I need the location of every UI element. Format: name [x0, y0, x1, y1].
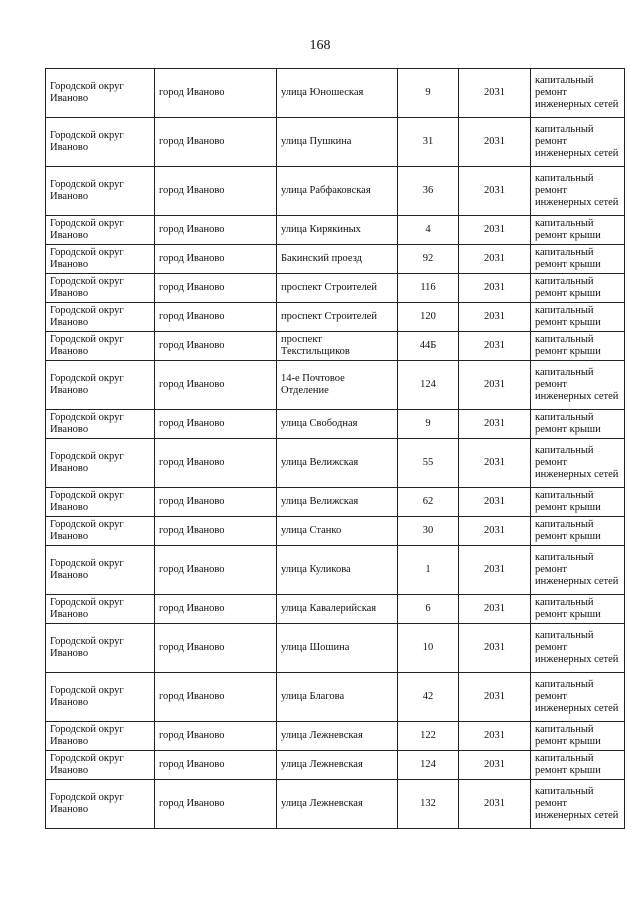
house-number-cell: 120	[398, 303, 459, 332]
year-cell: 2031	[459, 751, 531, 780]
registry-table-body	[46, 69, 625, 829]
municipality-cell: Городской округ Иваново	[46, 722, 155, 751]
house-number-cell: 9	[398, 410, 459, 439]
work-type-cell: капитальный ремонт крыши	[531, 517, 625, 546]
work-type-cell: капитальный ремонт инженерных сетей	[531, 167, 625, 216]
house-number-cell: 62	[398, 488, 459, 517]
work-type-cell: капитальный ремонт крыши	[531, 410, 625, 439]
year-cell: 2031	[459, 410, 531, 439]
year-cell: 2031	[459, 361, 531, 410]
street-cell: улица Рабфаковская	[277, 167, 398, 216]
table-row	[46, 303, 625, 332]
municipality-cell: Городской округ Иваново	[46, 167, 155, 216]
table-row	[46, 439, 625, 488]
municipality-cell: Городской округ Иваново	[46, 439, 155, 488]
house-number-cell: 92	[398, 245, 459, 274]
year-cell: 2031	[459, 167, 531, 216]
street-cell: улица Благова	[277, 673, 398, 722]
municipality-cell: Городской округ Иваново	[46, 546, 155, 595]
work-type-cell: капитальный ремонт инженерных сетей	[531, 361, 625, 410]
street-cell: улица Кавалерийская	[277, 595, 398, 624]
table-row	[46, 332, 625, 361]
street-cell: улица Юношеская	[277, 69, 398, 118]
municipality-cell: Городской округ Иваново	[46, 332, 155, 361]
city-cell: город Иваново	[155, 410, 277, 439]
municipality-cell: Городской округ Иваново	[46, 118, 155, 167]
city-cell: город Иваново	[155, 439, 277, 488]
city-cell: город Иваново	[155, 517, 277, 546]
city-cell: город Иваново	[155, 69, 277, 118]
table-row	[46, 274, 625, 303]
table-row	[46, 167, 625, 216]
work-type-cell: капитальный ремонт инженерных сетей	[531, 69, 625, 118]
table-row	[46, 488, 625, 517]
street-cell: проспект Строителей	[277, 303, 398, 332]
year-cell: 2031	[459, 245, 531, 274]
street-cell: улица Лежневская	[277, 722, 398, 751]
work-type-cell: капитальный ремонт крыши	[531, 245, 625, 274]
house-number-cell: 30	[398, 517, 459, 546]
municipality-cell: Городской округ Иваново	[46, 69, 155, 118]
house-number-cell: 124	[398, 361, 459, 410]
street-cell: проспект Строителей	[277, 274, 398, 303]
table-row	[46, 410, 625, 439]
year-cell: 2031	[459, 216, 531, 245]
year-cell: 2031	[459, 517, 531, 546]
table-row	[46, 722, 625, 751]
work-type-cell: капитальный ремонт инженерных сетей	[531, 546, 625, 595]
year-cell: 2031	[459, 274, 531, 303]
street-cell: Бакинский проезд	[277, 245, 398, 274]
year-cell: 2031	[459, 488, 531, 517]
table-row	[46, 624, 625, 673]
table-row	[46, 517, 625, 546]
work-type-cell: капитальный ремонт крыши	[531, 488, 625, 517]
work-type-cell: капитальный ремонт инженерных сетей	[531, 118, 625, 167]
table-row	[46, 361, 625, 410]
work-type-cell: капитальный ремонт инженерных сетей	[531, 439, 625, 488]
work-type-cell: капитальный ремонт инженерных сетей	[531, 780, 625, 829]
street-cell: улица Пушкина	[277, 118, 398, 167]
house-number-cell: 9	[398, 69, 459, 118]
street-cell: улица Лежневская	[277, 751, 398, 780]
year-cell: 2031	[459, 546, 531, 595]
street-cell: улица Кирякиных	[277, 216, 398, 245]
street-cell: улица Куликова	[277, 546, 398, 595]
municipality-cell: Городской округ Иваново	[46, 595, 155, 624]
year-cell: 2031	[459, 332, 531, 361]
page-number: 168	[309, 38, 331, 53]
city-cell: город Иваново	[155, 780, 277, 829]
street-cell: проспект Текстильщиков	[277, 332, 398, 361]
house-number-cell: 55	[398, 439, 459, 488]
work-type-cell: капитальный ремонт крыши	[531, 722, 625, 751]
year-cell: 2031	[459, 439, 531, 488]
work-type-cell: капитальный ремонт инженерных сетей	[531, 624, 625, 673]
municipality-cell: Городской округ Иваново	[46, 245, 155, 274]
city-cell: город Иваново	[155, 274, 277, 303]
city-cell: город Иваново	[155, 546, 277, 595]
year-cell: 2031	[459, 118, 531, 167]
house-number-cell: 6	[398, 595, 459, 624]
house-number-cell: 10	[398, 624, 459, 673]
year-cell: 2031	[459, 595, 531, 624]
house-number-cell: 44Б	[398, 332, 459, 361]
street-cell: улица Шошина	[277, 624, 398, 673]
city-cell: город Иваново	[155, 118, 277, 167]
city-cell: город Иваново	[155, 361, 277, 410]
municipality-cell: Городской округ Иваново	[46, 624, 155, 673]
house-number-cell: 132	[398, 780, 459, 829]
year-cell: 2031	[459, 722, 531, 751]
work-type-cell: капитальный ремонт крыши	[531, 274, 625, 303]
table-row	[46, 118, 625, 167]
municipality-cell: Городской округ Иваново	[46, 751, 155, 780]
year-cell: 2031	[459, 303, 531, 332]
street-cell: улица Лежневская	[277, 780, 398, 829]
municipality-cell: Городской округ Иваново	[46, 361, 155, 410]
table-row	[46, 751, 625, 780]
municipality-cell: Городской округ Иваново	[46, 780, 155, 829]
work-type-cell: капитальный ремонт крыши	[531, 216, 625, 245]
municipality-cell: Городской округ Иваново	[46, 274, 155, 303]
work-type-cell: капитальный ремонт крыши	[531, 751, 625, 780]
city-cell: город Иваново	[155, 673, 277, 722]
city-cell: город Иваново	[155, 167, 277, 216]
street-cell: улица Велижская	[277, 439, 398, 488]
city-cell: город Иваново	[155, 488, 277, 517]
table-row	[46, 216, 625, 245]
municipality-cell: Городской округ Иваново	[46, 216, 155, 245]
municipality-cell: Городской округ Иваново	[46, 303, 155, 332]
table-row	[46, 595, 625, 624]
house-number-cell: 42	[398, 673, 459, 722]
work-type-cell: капитальный ремонт инженерных сетей	[531, 673, 625, 722]
house-number-cell: 116	[398, 274, 459, 303]
city-cell: город Иваново	[155, 216, 277, 245]
city-cell: город Иваново	[155, 303, 277, 332]
city-cell: город Иваново	[155, 245, 277, 274]
house-number-cell: 36	[398, 167, 459, 216]
house-number-cell: 124	[398, 751, 459, 780]
street-cell: улица Велижская	[277, 488, 398, 517]
street-cell: 14-е Почтовое Отделение	[277, 361, 398, 410]
city-cell: город Иваново	[155, 722, 277, 751]
municipality-cell: Городской округ Иваново	[46, 488, 155, 517]
city-cell: город Иваново	[155, 624, 277, 673]
city-cell: город Иваново	[155, 332, 277, 361]
municipality-cell: Городской округ Иваново	[46, 410, 155, 439]
work-type-cell: капитальный ремонт крыши	[531, 303, 625, 332]
street-cell: улица Свободная	[277, 410, 398, 439]
table-row	[46, 673, 625, 722]
street-cell: улица Станко	[277, 517, 398, 546]
year-cell: 2031	[459, 780, 531, 829]
city-cell: город Иваново	[155, 751, 277, 780]
registry-table	[45, 68, 625, 829]
municipality-cell: Городской округ Иваново	[46, 517, 155, 546]
work-type-cell: капитальный ремонт крыши	[531, 332, 625, 361]
table-row	[46, 546, 625, 595]
house-number-cell: 122	[398, 722, 459, 751]
year-cell: 2031	[459, 69, 531, 118]
house-number-cell: 1	[398, 546, 459, 595]
year-cell: 2031	[459, 673, 531, 722]
table-row	[46, 245, 625, 274]
table-row	[46, 69, 625, 118]
municipality-cell: Городской округ Иваново	[46, 673, 155, 722]
work-type-cell: капитальный ремонт крыши	[531, 595, 625, 624]
house-number-cell: 31	[398, 118, 459, 167]
table-row	[46, 780, 625, 829]
year-cell: 2031	[459, 624, 531, 673]
house-number-cell: 4	[398, 216, 459, 245]
city-cell: город Иваново	[155, 595, 277, 624]
